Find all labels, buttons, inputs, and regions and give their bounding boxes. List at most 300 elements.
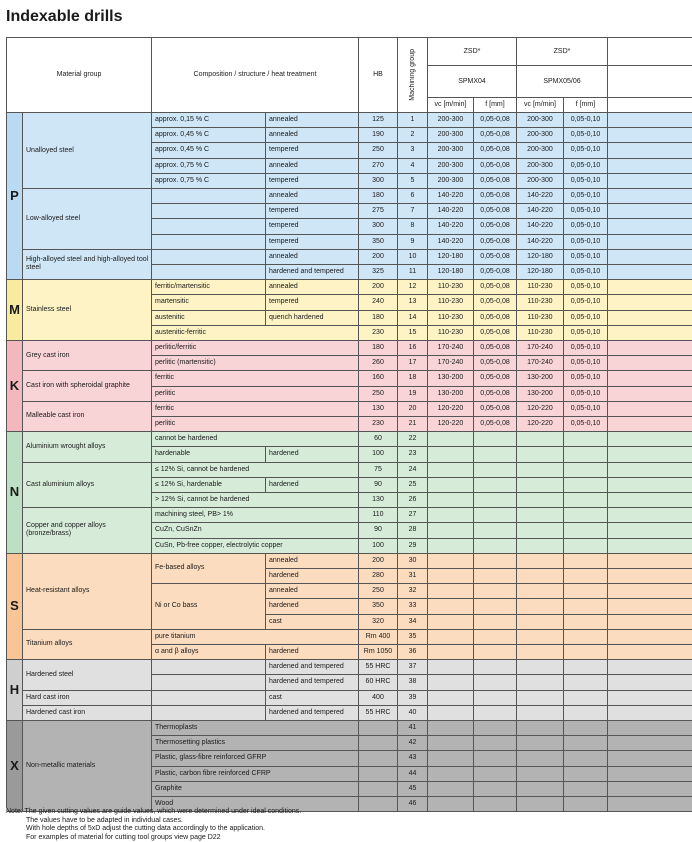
cutting-speed-spmx05-06	[517, 478, 564, 493]
feed-spmx05-06: 0,05-0,10	[564, 143, 608, 158]
cutting-speed-spmx05-06	[517, 660, 564, 675]
feed-spmx05-06	[564, 691, 608, 706]
composition: approx. 0,75 % C	[152, 159, 266, 174]
hardness-value: 200	[359, 554, 398, 569]
cutting-speed-spmx05-06: 140-220	[517, 189, 564, 204]
header-machining-group-label: Machining group	[408, 49, 416, 101]
feed-spmx05-06	[564, 447, 608, 462]
machining-group-number: 6	[398, 189, 428, 204]
hardness-value	[359, 721, 398, 736]
cutting-speed-spmx05-06	[517, 782, 564, 797]
heat-treatment: hardened	[266, 645, 359, 660]
machining-group-number: 34	[398, 615, 428, 630]
cutting-speed-spmx04: 140-220	[428, 204, 474, 219]
blank-column	[608, 265, 692, 280]
feed-spmx04	[474, 463, 517, 478]
machining-group-number: 25	[398, 478, 428, 493]
feed-spmx04: 0,05-0,08	[474, 204, 517, 219]
feed-spmx04	[474, 645, 517, 660]
blank-column	[608, 387, 692, 402]
header-hb: HB	[359, 38, 398, 113]
composition: perlitic	[152, 417, 359, 432]
feed-spmx04: 0,05-0,08	[474, 326, 517, 341]
feed-spmx04	[474, 706, 517, 721]
composition: approx. 0,45 % C	[152, 143, 266, 158]
hardness-value: 325	[359, 265, 398, 280]
blank-column	[608, 189, 692, 204]
feed-spmx04	[474, 478, 517, 493]
hardness-value: 350	[359, 599, 398, 614]
blank-column	[608, 159, 692, 174]
blank-column	[608, 174, 692, 189]
header-blank	[608, 38, 692, 66]
feed-spmx05-06	[564, 508, 608, 523]
hardness-value	[359, 736, 398, 751]
blank-column	[608, 113, 692, 128]
blank-column	[608, 675, 692, 690]
machining-group-number: 19	[398, 387, 428, 402]
blank-column	[608, 508, 692, 523]
material-name: Grey cast iron	[23, 341, 152, 371]
machining-group-number: 7	[398, 204, 428, 219]
feed-spmx04: 0,05-0,08	[474, 250, 517, 265]
heat-treatment: tempered	[266, 143, 359, 158]
material-name: Low-alloyed steel	[23, 189, 152, 250]
machining-group-number: 42	[398, 736, 428, 751]
feed-spmx04: 0,05-0,08	[474, 174, 517, 189]
machining-group-number: 41	[398, 721, 428, 736]
composition: Thermosetting plastics	[152, 736, 359, 751]
feed-spmx05-06: 0,05-0,10	[564, 402, 608, 417]
machining-group-number: 5	[398, 174, 428, 189]
material-name: Titanium alloys	[23, 630, 152, 660]
machining-group-number: 17	[398, 356, 428, 371]
hardness-value: 350	[359, 235, 398, 250]
cutting-speed-spmx05-06	[517, 736, 564, 751]
hardness-value: 230	[359, 417, 398, 432]
material-name: Cast iron with spheroidal graphite	[23, 371, 152, 401]
cutting-speed-spmx04: 130-200	[428, 387, 474, 402]
feed-spmx04	[474, 554, 517, 569]
machining-group-number: 46	[398, 797, 428, 812]
cutting-speed-spmx04	[428, 691, 474, 706]
cutting-speed-spmx05-06: 140-220	[517, 204, 564, 219]
heat-treatment: hardened	[266, 569, 359, 584]
group-letter-K: K	[7, 341, 23, 432]
cutting-speed-spmx05-06	[517, 539, 564, 554]
machining-group-number: 12	[398, 280, 428, 295]
cutting-speed-spmx04: 110-230	[428, 295, 474, 310]
header-machining-group	[398, 38, 428, 113]
machining-group-number: 15	[398, 326, 428, 341]
composition: pure titanium	[152, 630, 359, 645]
cutting-speed-spmx04	[428, 493, 474, 508]
feed-spmx04	[474, 630, 517, 645]
cutting-speed-spmx04	[428, 569, 474, 584]
composition: Plastic, carbon fibre reinforced CFRP	[152, 767, 359, 782]
cutting-speed-spmx05-06: 120-180	[517, 250, 564, 265]
blank-column	[608, 143, 692, 158]
composition: austenitic	[152, 311, 266, 326]
cutting-speed-spmx04	[428, 751, 474, 766]
machining-group-number: 44	[398, 767, 428, 782]
hardness-value: 400	[359, 691, 398, 706]
material-name: Unalloyed steel	[23, 113, 152, 189]
cutting-speed-spmx05-06	[517, 432, 564, 447]
heat-treatment: annealed	[266, 189, 359, 204]
blank-column	[608, 599, 692, 614]
blank-column	[608, 204, 692, 219]
blank-column	[608, 463, 692, 478]
machining-group-number: 40	[398, 706, 428, 721]
cutting-speed-spmx04	[428, 463, 474, 478]
feed-spmx04: 0,05-0,08	[474, 311, 517, 326]
cutting-speed-spmx05-06: 200-300	[517, 159, 564, 174]
feed-spmx04: 0,05-0,08	[474, 371, 517, 386]
cutting-speed-spmx04: 120-180	[428, 250, 474, 265]
composition	[152, 265, 266, 280]
feed-spmx05-06: 0,05-0,10	[564, 204, 608, 219]
cutting-speed-spmx05-06	[517, 599, 564, 614]
cutting-data-table	[6, 37, 692, 808]
blank-column	[608, 235, 692, 250]
composition	[152, 706, 266, 721]
composition: Wood	[152, 797, 359, 812]
machining-group-number: 14	[398, 311, 428, 326]
cutting-speed-spmx05-06	[517, 615, 564, 630]
composition: perlitic	[152, 387, 359, 402]
composition: Ni or Co bass	[152, 584, 266, 630]
feed-spmx04: 0,05-0,08	[474, 295, 517, 310]
machining-group-number: 13	[398, 295, 428, 310]
composition: martensitic	[152, 295, 266, 310]
composition	[152, 250, 266, 265]
hardness-value	[359, 767, 398, 782]
hardness-value: 125	[359, 113, 398, 128]
hardness-value: 75	[359, 463, 398, 478]
feed-spmx04	[474, 660, 517, 675]
hardness-value: Rm 400	[359, 630, 398, 645]
blank-column	[608, 128, 692, 143]
composition: ferritic	[152, 402, 359, 417]
feed-spmx05-06	[564, 615, 608, 630]
feed-spmx04: 0,05-0,08	[474, 128, 517, 143]
cutting-speed-spmx04: 110-230	[428, 280, 474, 295]
feed-spmx05-06: 0,05-0,10	[564, 295, 608, 310]
hardness-value: 110	[359, 508, 398, 523]
feed-spmx04	[474, 767, 517, 782]
composition: > 12% Si, cannot be hardened	[152, 493, 359, 508]
header-zsd-2: ZSD*	[517, 38, 608, 66]
cutting-speed-spmx05-06	[517, 463, 564, 478]
feed-spmx05-06: 0,05-0,10	[564, 235, 608, 250]
feed-spmx05-06: 0,05-0,10	[564, 219, 608, 234]
feed-spmx04	[474, 569, 517, 584]
cutting-speed-spmx05-06: 140-220	[517, 219, 564, 234]
hardness-value: 275	[359, 204, 398, 219]
machining-group-number: 43	[398, 751, 428, 766]
hardness-value: 130	[359, 493, 398, 508]
hardness-value: 100	[359, 447, 398, 462]
heat-treatment: annealed	[266, 113, 359, 128]
material-name: Cast aluminium alloys	[23, 463, 152, 509]
machining-group-number: 30	[398, 554, 428, 569]
cutting-speed-spmx04: 200-300	[428, 159, 474, 174]
cutting-speed-spmx04	[428, 767, 474, 782]
machining-group-number: 23	[398, 447, 428, 462]
machining-group-number: 3	[398, 143, 428, 158]
machining-group-number: 39	[398, 691, 428, 706]
hardness-value: 240	[359, 295, 398, 310]
feed-spmx04	[474, 691, 517, 706]
feed-spmx04	[474, 736, 517, 751]
group-letter-N: N	[7, 432, 23, 554]
blank-column	[608, 751, 692, 766]
feed-spmx05-06	[564, 493, 608, 508]
cutting-speed-spmx04	[428, 706, 474, 721]
blank-column	[608, 767, 692, 782]
cutting-speed-spmx04: 120-180	[428, 265, 474, 280]
cutting-speed-spmx05-06	[517, 706, 564, 721]
heat-treatment: annealed	[266, 128, 359, 143]
note-line: Note: The given cutting values are guide values, which were determined under ideal conditions.	[6, 808, 302, 815]
material-name: Heat-resistant alloys	[23, 554, 152, 630]
blank-column	[608, 280, 692, 295]
cutting-speed-spmx04: 200-300	[428, 143, 474, 158]
machining-group-number: 28	[398, 523, 428, 538]
machining-group-number: 24	[398, 463, 428, 478]
machining-group-number: 31	[398, 569, 428, 584]
feed-spmx05-06: 0,05-0,10	[564, 280, 608, 295]
heat-treatment: quench hardened	[266, 311, 359, 326]
blank-column	[608, 219, 692, 234]
heat-treatment: tempered	[266, 219, 359, 234]
hardness-value: 180	[359, 189, 398, 204]
composition: austenitic-ferritic	[152, 326, 359, 341]
composition: perlitic (martensitic)	[152, 356, 359, 371]
cutting-speed-spmx04: 140-220	[428, 189, 474, 204]
hardness-value: 55 HRC	[359, 706, 398, 721]
hardness-value: 260	[359, 356, 398, 371]
cutting-speed-spmx05-06	[517, 584, 564, 599]
feed-spmx04: 0,05-0,08	[474, 143, 517, 158]
hardness-value: 270	[359, 159, 398, 174]
cutting-speed-spmx05-06: 110-230	[517, 295, 564, 310]
material-name: High-alloyed steel and high-alloyed tool steel	[23, 250, 152, 280]
group-letter-H: H	[7, 660, 23, 721]
machining-group-number: 27	[398, 508, 428, 523]
hardness-value: 250	[359, 143, 398, 158]
blank-column	[608, 326, 692, 341]
cutting-speed-spmx05-06	[517, 554, 564, 569]
cutting-speed-spmx05-06: 200-300	[517, 128, 564, 143]
feed-spmx04: 0,05-0,08	[474, 189, 517, 204]
composition: Thermoplasts	[152, 721, 359, 736]
cutting-speed-spmx05-06: 120-220	[517, 417, 564, 432]
feed-spmx05-06	[564, 736, 608, 751]
feed-spmx05-06: 0,05-0,10	[564, 128, 608, 143]
composition: Plastic, glass-fibre reinforced GFRP	[152, 751, 359, 766]
blank-column	[608, 539, 692, 554]
feed-spmx05-06	[564, 797, 608, 812]
composition: approx. 0,75 % C	[152, 174, 266, 189]
machining-group-number: 18	[398, 371, 428, 386]
cutting-speed-spmx05-06	[517, 691, 564, 706]
cutting-speed-spmx05-06: 110-230	[517, 326, 564, 341]
blank-column	[608, 523, 692, 538]
header-material-group: Material group	[7, 38, 152, 113]
material-name: Non-metallic materials	[23, 721, 152, 812]
heat-treatment: hardened and tempered	[266, 706, 359, 721]
cutting-speed-spmx05-06: 110-230	[517, 311, 564, 326]
feed-spmx05-06	[564, 767, 608, 782]
hardness-value	[359, 751, 398, 766]
cutting-speed-spmx04: 120-220	[428, 402, 474, 417]
hardness-value: 55 HRC	[359, 660, 398, 675]
cutting-speed-spmx05-06: 130-200	[517, 387, 564, 402]
material-name: Hardened cast iron	[23, 706, 152, 721]
feed-spmx04	[474, 447, 517, 462]
composition: CuSn, Pb-free copper, electrolytic copper	[152, 539, 359, 554]
feed-spmx04	[474, 493, 517, 508]
blank-column	[608, 371, 692, 386]
cutting-speed-spmx04	[428, 523, 474, 538]
machining-group-number: 22	[398, 432, 428, 447]
heat-treatment: annealed	[266, 280, 359, 295]
feed-spmx05-06	[564, 432, 608, 447]
cutting-speed-spmx05-06	[517, 675, 564, 690]
heat-treatment: annealed	[266, 554, 359, 569]
cutting-speed-spmx04: 110-230	[428, 326, 474, 341]
heat-treatment: annealed	[266, 250, 359, 265]
cutting-speed-spmx05-06	[517, 569, 564, 584]
cutting-speed-spmx04	[428, 721, 474, 736]
cutting-speed-spmx04: 170-240	[428, 356, 474, 371]
feed-spmx05-06: 0,05-0,10	[564, 265, 608, 280]
cutting-speed-spmx04	[428, 539, 474, 554]
feed-spmx05-06	[564, 554, 608, 569]
material-name: Stainless steel	[23, 280, 152, 341]
heat-treatment: annealed	[266, 159, 359, 174]
header-zsd-1: ZSD*	[428, 38, 517, 66]
composition: hardenable	[152, 447, 266, 462]
header-vc-1: vc [m/min]	[428, 98, 474, 113]
blank-column	[608, 706, 692, 721]
machining-group-number: 35	[398, 630, 428, 645]
hardness-value: 130	[359, 402, 398, 417]
feed-spmx04: 0,05-0,08	[474, 159, 517, 174]
blank-column	[608, 660, 692, 675]
machining-group-number: 9	[398, 235, 428, 250]
feed-spmx05-06	[564, 721, 608, 736]
machining-group-number: 36	[398, 645, 428, 660]
blank-column	[608, 736, 692, 751]
blank-column	[608, 402, 692, 417]
heat-treatment: hardened	[266, 599, 359, 614]
cutting-speed-spmx04: 200-300	[428, 113, 474, 128]
group-letter-S: S	[7, 554, 23, 660]
feed-spmx04: 0,05-0,08	[474, 417, 517, 432]
composition: ≤ 12% Si, cannot be hardened	[152, 463, 359, 478]
machining-group-number: 8	[398, 219, 428, 234]
blank-column	[608, 311, 692, 326]
note-line: The values have to be adapted in individual cases.	[26, 816, 183, 824]
cutting-speed-spmx04: 170-240	[428, 341, 474, 356]
feed-spmx05-06: 0,05-0,10	[564, 159, 608, 174]
machining-group-number: 20	[398, 402, 428, 417]
cutting-speed-spmx04: 120-220	[428, 417, 474, 432]
blank-column	[608, 417, 692, 432]
feed-spmx05-06: 0,05-0,10	[564, 356, 608, 371]
cutting-speed-spmx05-06: 200-300	[517, 113, 564, 128]
footnote	[6, 808, 301, 842]
hardness-value: 300	[359, 174, 398, 189]
feed-spmx04	[474, 615, 517, 630]
cutting-speed-spmx04: 140-220	[428, 235, 474, 250]
hardness-value: 160	[359, 371, 398, 386]
note-line: With hole depths of 5xD adjust the cutting data accordingly to the application.	[26, 825, 265, 833]
cutting-speed-spmx04	[428, 782, 474, 797]
cutting-speed-spmx05-06: 200-300	[517, 174, 564, 189]
machining-group-number: 29	[398, 539, 428, 554]
feed-spmx05-06	[564, 706, 608, 721]
feed-spmx04	[474, 584, 517, 599]
cutting-speed-spmx05-06	[517, 630, 564, 645]
feed-spmx05-06: 0,05-0,10	[564, 387, 608, 402]
feed-spmx04	[474, 508, 517, 523]
cutting-speed-spmx05-06	[517, 645, 564, 660]
feed-spmx04	[474, 675, 517, 690]
cutting-speed-spmx05-06: 170-240	[517, 341, 564, 356]
hardness-value	[359, 782, 398, 797]
hardness-value: 250	[359, 387, 398, 402]
blank-column	[608, 584, 692, 599]
cutting-speed-spmx05-06: 110-230	[517, 280, 564, 295]
group-letter-X: X	[7, 721, 23, 812]
blank-column	[608, 782, 692, 797]
feed-spmx04: 0,05-0,08	[474, 387, 517, 402]
blank-column	[608, 356, 692, 371]
heat-treatment: cast	[266, 691, 359, 706]
composition: approx. 0,15 % C	[152, 113, 266, 128]
feed-spmx04	[474, 539, 517, 554]
composition: approx. 0,45 % C	[152, 128, 266, 143]
feed-spmx04: 0,05-0,08	[474, 341, 517, 356]
cutting-speed-spmx04	[428, 736, 474, 751]
machining-group-number: 11	[398, 265, 428, 280]
cutting-speed-spmx04	[428, 447, 474, 462]
hardness-value: 300	[359, 219, 398, 234]
feed-spmx05-06	[564, 645, 608, 660]
cutting-speed-spmx04	[428, 584, 474, 599]
cutting-speed-spmx04: 200-300	[428, 174, 474, 189]
cutting-speed-spmx04	[428, 554, 474, 569]
cutting-speed-spmx04: 110-230	[428, 311, 474, 326]
blank-column	[608, 645, 692, 660]
cutting-speed-spmx04: 130-200	[428, 371, 474, 386]
composition	[152, 660, 266, 675]
feed-spmx05-06	[564, 539, 608, 554]
cutting-speed-spmx05-06	[517, 721, 564, 736]
header-composition: Composition / structure / heat treatment	[152, 38, 359, 113]
composition: CuZn, CuSnZn	[152, 523, 359, 538]
hardness-value: 90	[359, 523, 398, 538]
composition: α and β alloys	[152, 645, 266, 660]
hardness-value: 200	[359, 250, 398, 265]
feed-spmx05-06	[564, 569, 608, 584]
cutting-speed-spmx04: 200-300	[428, 128, 474, 143]
feed-spmx05-06: 0,05-0,10	[564, 341, 608, 356]
